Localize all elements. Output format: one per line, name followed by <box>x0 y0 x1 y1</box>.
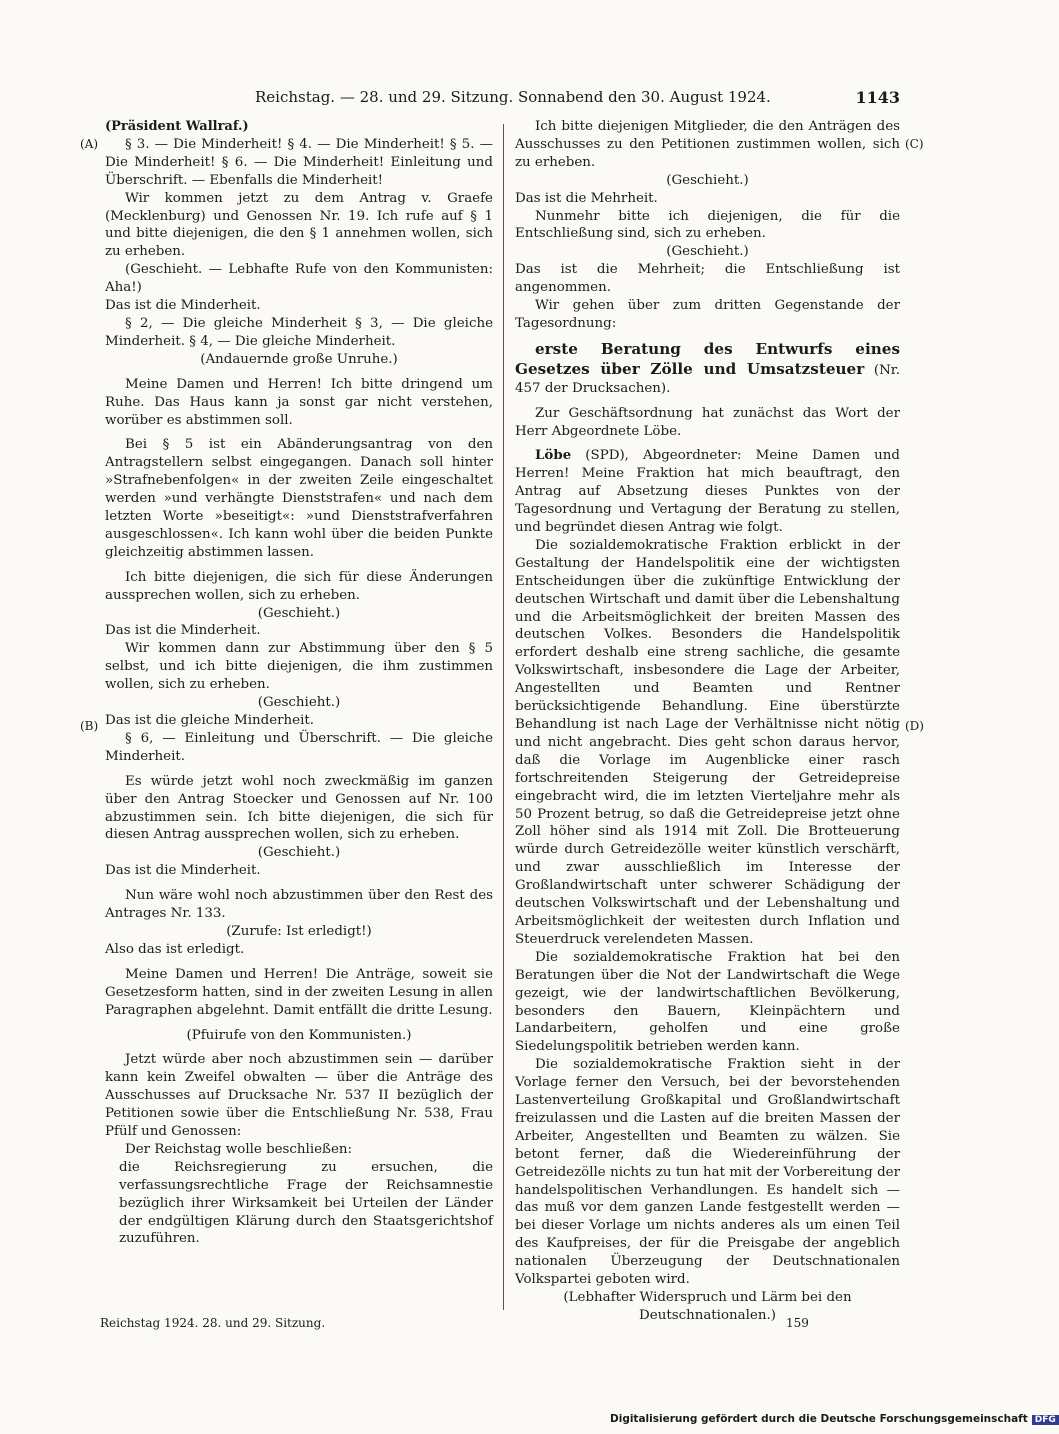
paragraph: Wir gehen über zum dritten Gegenstande der Tagesordnung: <box>515 298 900 331</box>
paragraph: Bei § 5 ist ein Abänderungsantrag von den Antragstellern selbst eingegangen. Danach soll hinter »Strafnebenfolgen« in der zweiten Zeile eingeschaltet werden »und verhängte Dienststrafen« und nach dem letzten Worte »beseitigt«: »und Dienststrafverfahren ausgeschlossen«. Ich kann wohl über die beiden Punkte gleichzeitig abstimmen lassen. <box>105 437 493 560</box>
footer-left: Reichstag 1924. 28. und 29. Sitzung. <box>100 1316 326 1330</box>
agenda-title: erste Beratung des Entwurfs eines Gesetzes über Zölle und Umsatzsteuer <box>515 339 900 378</box>
left-column <box>105 118 493 1248</box>
page-number: 1143 <box>855 88 900 107</box>
credit-text: Digitalisierung gefördert durch die Deutsche Forschungsgemeinschaft <box>610 1413 1028 1425</box>
speaker-name: Löbe <box>535 447 572 464</box>
paragraph: Das ist die Mehrheit; die Entschließung ist angenommen. <box>515 262 900 296</box>
margin-marker-d: (D) <box>905 719 924 733</box>
margin-marker-a: (A) <box>80 137 99 151</box>
speech-opening <box>515 447 900 537</box>
column-divider <box>503 124 504 1310</box>
running-title: Reichstag. — 28. und 29. Sitzung. Sonnabend den 30. August 1924. <box>255 88 771 106</box>
paragraph: Wir kommen dann zur Abstimmung über den § 5 selbst, und ich bitte diejenigen, die ihm zustimmen wollen, sich zu erheben. <box>105 641 493 693</box>
motion-text: die Reichsregierung zu ersuchen, die verfassungsrechtliche Frage der Reichsamnestie bezüglich ihrer Wirksamkeit bei Urteilen der Länder der endgültigen Klärung durch den Staatsgerichtshof zuzuführen. <box>119 1159 493 1247</box>
right-column <box>515 118 900 1325</box>
stage-direction: (Geschieht. — Lebhafte Rufe von den Kommunisten: Aha!) <box>105 262 493 296</box>
speaker-heading: (Präsident Wallraf.) <box>105 119 249 134</box>
paragraph: Ich bitte diejenigen, die sich für diese Änderungen aussprechen wollen, sich zu erheben. <box>105 569 493 603</box>
paragraph: Das ist die Minderheit. <box>105 298 261 314</box>
paragraph: Es würde jetzt wohl noch zweckmäßig im ganzen über den Antrag Stoecker und Genossen auf Nr. 100 abzustimmen sein. Ich bitte diejenigen, die sich für diesen Antrag aussprechen wollen, sich zu erheben. <box>105 773 493 843</box>
stage-direction: (Geschieht.) <box>666 172 749 188</box>
paragraph: Wir kommen jetzt zu dem Antrag v. Graefe (Mecklenburg) und Genossen Nr. 19. Ich rufe auf § 1 und bitte diejenigen, die den § 1 annehmen wollen, sich zu erheben. <box>105 190 493 260</box>
paragraph: § 3. — Die Minderheit! § 4. — Die Minderheit! § 5. — Die Minderheit! § 6. — Die Minderheit! Einleitung und Überschrift. — Ebenfalls die Minderheit! <box>105 136 493 188</box>
paragraph: § 2, — Die gleiche Minderheit § 3, — Die gleiche Minderheit. § 4, — Die gleiche Minderheit. <box>105 315 493 349</box>
stage-direction: (Geschieht.) <box>257 695 341 711</box>
paragraph: Das ist die Minderheit. <box>105 863 261 879</box>
dfg-logo: DFG <box>1032 1415 1059 1425</box>
margin-marker-c: (C) <box>905 137 924 151</box>
paragraph: Das ist die gleiche Minderheit. <box>105 713 315 728</box>
paragraph: Zur Geschäftsordnung hat zunächst das Wort der Herr Abgeordnete Löbe. <box>515 405 900 439</box>
running-header <box>100 88 900 110</box>
stage-direction: (Lebhafter Widerspruch und Lärm bei den Deutschnationalen.) <box>563 1290 852 1323</box>
stage-direction: (Zurufe: Ist erledigt!) <box>226 923 372 939</box>
digitization-credit <box>610 1413 1059 1425</box>
paragraph: Nun wäre wohl noch abzustimmen über den Rest des Antrages Nr. 133. <box>105 888 493 922</box>
paragraph: Die sozialdemokratische Fraktion erblickt in der Gestaltung der Handelspolitik eine der wichtigsten Entscheidungen über die zukünftige Entwicklung der deutschen Wirtschaft und damit über die Lebenshaltung und die Arbeitsmöglichkeit der breiten Massen des deutschen Volkes. Besonders die Handelspolitik erfordert deshalb eine streng sachliche, die gesamte Volkswirtschaft, insbesondere die Lage der Arbeiter, Angestellten und Beamten und Rentner berücksichtigende Behandlung. Eine überstürzte Behandlung ist nach Lage der Verhältnisse nicht nötig und nicht angebracht. Dies geht schon daraus hervor, daß die Vorlage im Augenblicke einer rasch fortschreitenden Steigerung der Getreidepreise eingebracht wird, die im letzten Vierteljahre mehr als 50 Prozent betrug, so daß die Getreidepreise jetzt ohne Zoll höher sind als 1914 mit Zoll. Die Brotteuerung würde durch Getreidezölle weiter künstlich verschärft, und zwar ausschließlich im Interesse der Großlandwirtschaft unter schwerer Schädigung der deutschen Volkswirtschaft und der Lebenshaltung und Arbeitsmöglichkeit der weitesten durch Inflation und Steuerdruck verelendeten Massen. <box>515 537 900 947</box>
paragraph: Meine Damen und Herren! Die Anträge, soweit sie Gesetzesform hatten, sind in der zweiten Lesung in allen Paragraphen abgelehnt. Damit entfällt die dritte Lesung. <box>105 966 493 1018</box>
footer-sheet-number: 159 <box>786 1316 809 1330</box>
motion-intro: Der Reichstag wolle beschließen: <box>125 1141 353 1157</box>
agenda-item <box>515 340 900 398</box>
stage-direction: (Geschieht.) <box>257 605 341 621</box>
paragraph: Die sozialdemokratische Fraktion sieht in der Vorlage ferner den Versuch, bei der bevorstehenden Lastenverteilung Großkapital und Großlandwirtschaft freizulassen und die Lasten auf die breiten Massen der Arbeiter, Angestellten und Beamten zu wälzen. Sie betont ferner, daß die Wiedereinführung der Getreidezölle nichts zu tun hat mit der Vorbereitung der handelspolitischen Verhandlungen. Es handelt sich — das muß vor dem ganzen Lande festgestellt werden — bei dieser Vorlage um nichts anderes als um einen Teil des Kaufpreises, der für die Preisgabe der angeblich nationalen Überzeugung der Deutschnationalen Volkspartei geboten wird. <box>515 1057 900 1288</box>
stage-direction: (Geschieht.) <box>666 244 749 260</box>
paragraph: Ich bitte diejenigen Mitglieder, die den Anträgen des Ausschusses zu den Petitionen zustimmen wollen, sich zu erheben. <box>515 119 900 170</box>
margin-marker-b: (B) <box>80 719 99 733</box>
agenda-reference: (Nr. 457 der Drucksachen). <box>515 362 900 396</box>
stage-direction: (Andauernde große Unruhe.) <box>200 351 398 367</box>
paragraph: § 6, — Einleitung und Überschrift. — Die gleiche Minderheit. <box>105 730 493 764</box>
speech-text: (SPD), Abgeordneter: Meine Damen und Herren! Meine Fraktion hat mich beauftragt, den Antrag auf Absetzung dieses Punktes von der Tagesordnung und Vertagung der Beratung zu stellen, und begründet diesen Antrag wie folgt. <box>515 448 900 536</box>
paragraph: Das ist die Mehrheit. <box>515 190 658 206</box>
paragraph: Meine Damen und Herren! Ich bitte dringend um Ruhe. Das Haus kann ja sonst gar nicht verstehen, worüber es abstimmen soll. <box>105 376 493 428</box>
paragraph: Nunmehr bitte ich diejenigen, die für die Entschließung sind, sich zu erheben. <box>515 208 900 242</box>
stage-direction: (Geschieht.) <box>257 845 341 861</box>
paragraph: Das ist die Minderheit. <box>105 623 261 639</box>
stage-direction: (Pfuirufe von den Kommunisten.) <box>186 1027 412 1043</box>
paragraph: Die sozialdemokratische Fraktion hat bei den Beratungen über die Not der Landwirtschaft die Wege gezeigt, wie der landwirtschaftlichen Bevölkerung, besonders den Bauern, Kleinpächtern und Landarbeitern, geholfen und eine große Siedelungspolitik betrieben werden kann. <box>515 949 900 1055</box>
paragraph: Also das ist erledigt. <box>105 941 245 957</box>
paragraph: Jetzt würde aber noch abzustimmen sein — darüber kann kein Zweifel obwalten — über die Anträge des Ausschusses auf Drucksache Nr. 537 II bezüglich der Petitionen sowie über die Entschließung Nr. 538, Frau Pfülf und Genossen: <box>105 1052 493 1140</box>
